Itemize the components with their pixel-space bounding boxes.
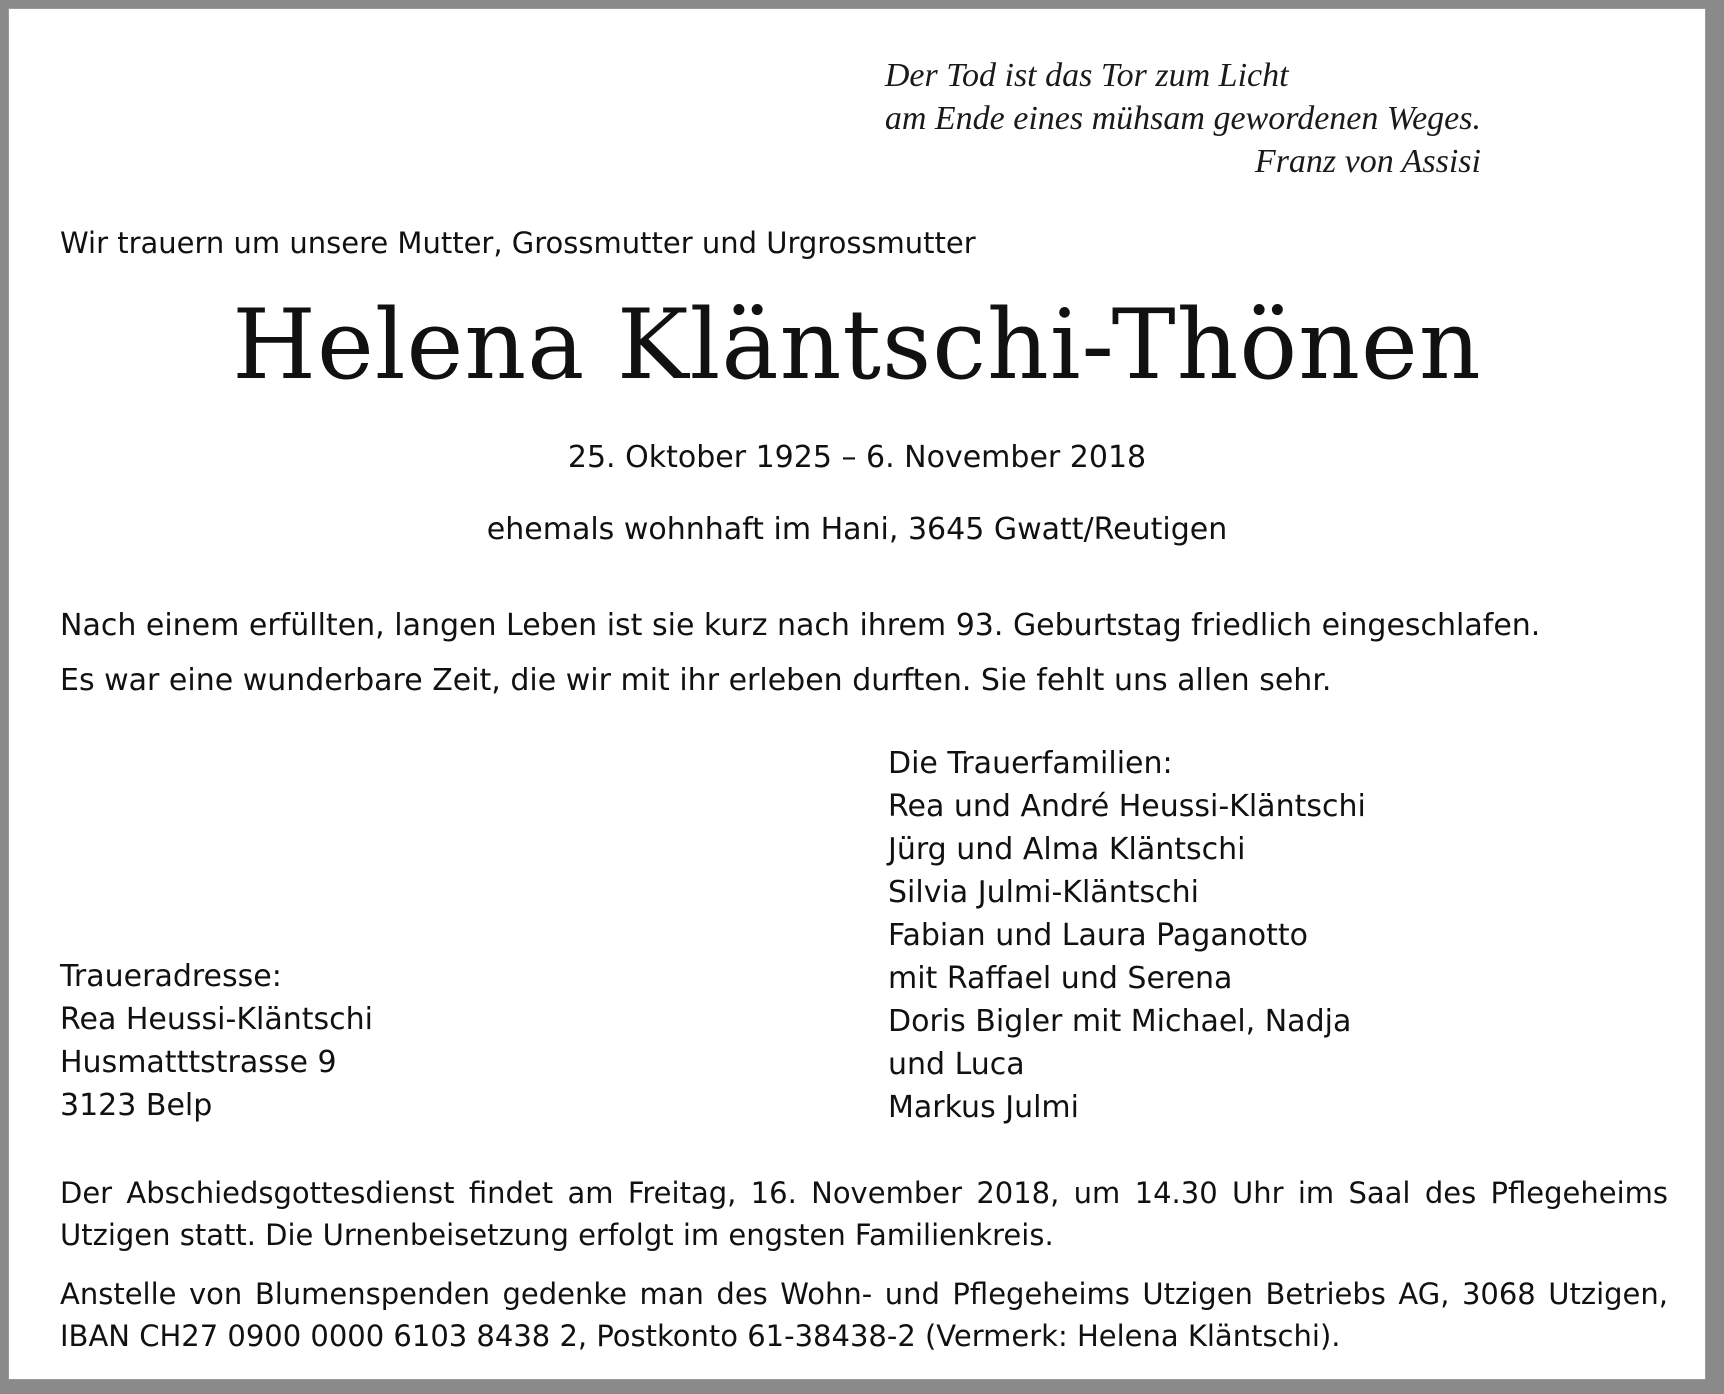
service-line-2: Utzigen statt. Die Urnenbeisetzung erfolgt im engsten Familienkreis. [60, 1218, 1054, 1252]
family-line: Rea und André Heussi-Kläntschi [888, 789, 1366, 824]
service-line-1: Der Abschiedsgottesdienst findet am Freitag, 16. November 2018, um 14.30 Uhr im Saal des Pflegeheims [60, 1176, 1668, 1210]
life-dates: 25. Oktober 1925 – 6. November 2018 [567, 440, 1147, 475]
family-line: Fabian und Laura Paganotto [888, 918, 1308, 953]
donation-line-2: IBAN CH27 0900 0000 6103 8438 2, Postkonto 61-38438-2 (Vermerk: Helena Kläntschi). [60, 1319, 1341, 1353]
address-city: 3123 Belp [60, 1088, 213, 1123]
family-line: Silvia Julmi-Kläntschi [888, 875, 1199, 910]
motto-quote [885, 54, 1481, 183]
service-info [60, 1172, 1668, 1256]
mourning-families [888, 742, 1366, 1129]
motto-author: Franz von Assisi [1254, 143, 1481, 180]
family-line: Markus Julmi [888, 1090, 1079, 1125]
message-line-2: Es war eine wunderbare Zeit, die wir mit ihr erleben durften. Sie fehlt uns allen sehr. [60, 663, 1332, 698]
family-line: mit Raffael und Serena [888, 961, 1233, 996]
address-name: Rea Heussi-Kläntschi [60, 1002, 373, 1037]
former-residence: ehemals wohnhaft im Hani, 3645 Gwatt/Reutigen [486, 512, 1228, 547]
intro-text: Wir trauern um unsere Mutter, Grossmutter und Urgrossmutter [60, 226, 976, 260]
motto-line-1: Der Tod ist das Tor zum Licht [884, 57, 1289, 94]
family-line: und Luca [888, 1047, 1025, 1082]
donation-info [60, 1273, 1668, 1357]
motto-line-2: am Ende eines mühsam gewordenen Weges. [884, 100, 1481, 137]
message-line-1: Nach einem erfüllten, langen Leben ist sie kurz nach ihrem 93. Geburtstag friedlich eingeschlafen. [60, 608, 1541, 643]
family-line: Doris Bigler mit Michael, Nadja [888, 1004, 1352, 1039]
families-heading: Die Trauerfamilien: [888, 746, 1173, 781]
family-line: Jürg und Alma Kläntschi [888, 832, 1246, 867]
memorial-message [60, 598, 1540, 708]
deceased-name: Helena Kläntschi-Thönen [232, 289, 1482, 401]
mourning-address [60, 955, 373, 1127]
obituary-page [8, 8, 1714, 1380]
address-street: Husmatttstrasse 9 [60, 1045, 337, 1080]
address-heading: Traueradresse: [60, 959, 282, 994]
donation-line-1: Anstelle von Blumenspenden gedenke man des Wohn- und Pflegeheims Utzigen Betriebs AG, 3068 Utzigen, [60, 1277, 1668, 1311]
